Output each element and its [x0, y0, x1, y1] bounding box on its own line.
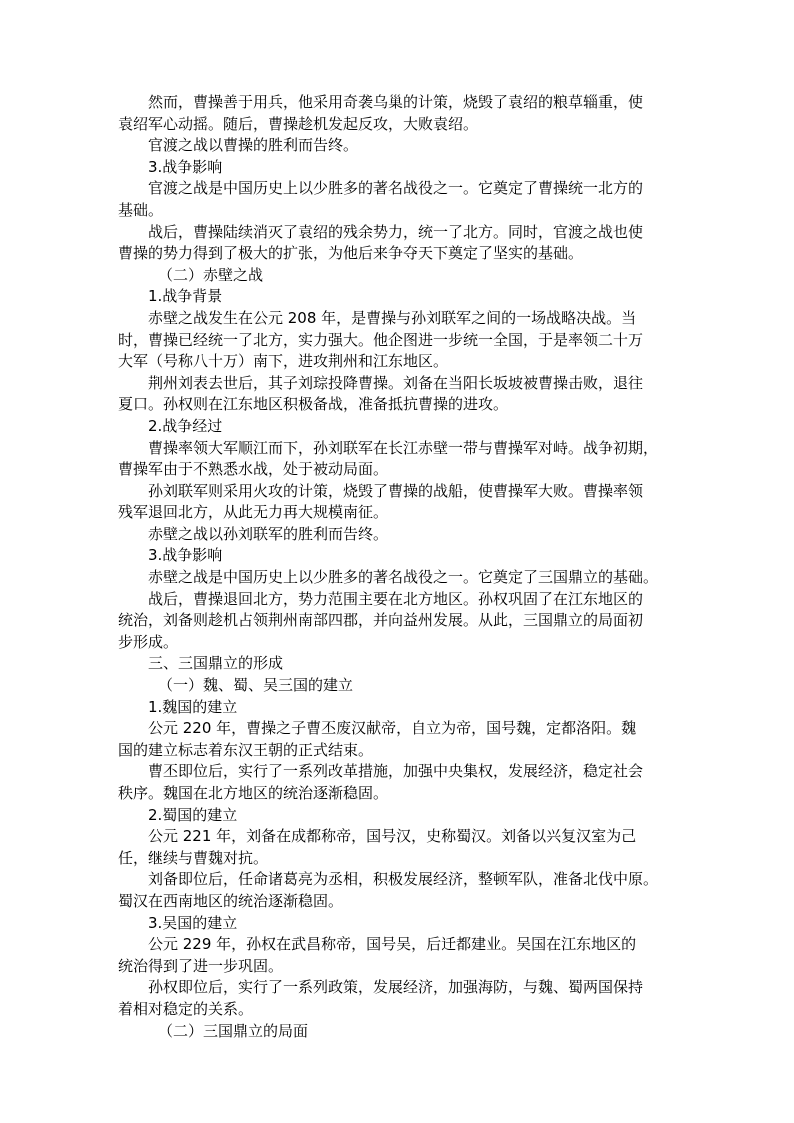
- body-paragraph: [118, 178, 678, 221]
- numbered-heading: 1.魏国的建立: [148, 697, 238, 716]
- paragraph-line: 刘备即位后，任命诸葛亮为丞相，积极发展经济，整顿军队，准备北伐中原。: [148, 870, 659, 889]
- body-paragraph: [118, 135, 678, 157]
- body-paragraph: [118, 481, 678, 524]
- paragraph-line: 官渡之战是中国历史上以少胜多的著名战役之一。它奠定了曹操统一北方的: [148, 179, 644, 198]
- section-subheading: （一）魏、蜀、吴三国的建立: [158, 676, 354, 695]
- paragraph-line: 步形成。: [118, 632, 179, 651]
- paragraph-line: 残军退回北方，从此无力再大规模南征。: [118, 503, 389, 522]
- paragraph-line: 孙刘联军则采用火攻的计策，烧毁了曹操的战船，使曹操军大败。曹操率领: [148, 481, 644, 500]
- body-paragraph: [118, 373, 678, 416]
- paragraph-line: 大军（号称八十万）南下，进攻荆州和江东地区。: [118, 352, 449, 371]
- paragraph-line: 公元 229 年，孙权在武昌称帝，国号吴，后迁都建业。吴国在江东地区的: [148, 935, 637, 954]
- paragraph-line: 赤壁之战发生在公元 208 年，是曹操与孙刘联军之间的一场战略决战。当: [148, 308, 637, 327]
- paragraph-line: 蜀汉在西南地区的统治逐渐稳固。: [118, 891, 344, 910]
- paragraph-line: 荆州刘表去世后，其子刘琮投降曹操。刘备在当阳长坂坡被曹操击败，退往: [148, 373, 644, 392]
- paragraph-line: 曹操军由于不熟悉水战，处于被动局面。: [118, 460, 389, 479]
- paragraph-line: 国的建立标志着东汉王朝的正式结束。: [118, 740, 374, 759]
- numbered-heading: 3.战争影响: [148, 546, 223, 565]
- paragraph-line: 战后，曹操退回北方，势力范围主要在北方地区。孙权巩固了在江东地区的: [148, 589, 644, 608]
- paragraph-line: 官渡之战以曹操的胜利而告终。: [148, 136, 359, 155]
- numbered-heading: 1.战争背景: [148, 287, 223, 306]
- paragraph-line: 统治，刘备则趁机占领荆州南部四郡，并向益州发展。从此，三国鼎立的局面初: [118, 611, 644, 630]
- body-paragraph: [118, 653, 678, 675]
- body-paragraph: [118, 589, 678, 654]
- numbered-heading: 3.战争影响: [148, 157, 223, 176]
- paragraph-line: 公元 221 年，刘备在成都称帝，国号汉，史称蜀汉。刘备以兴复汉室为己: [148, 827, 637, 846]
- numbered-heading: 2.战争经过: [148, 416, 223, 435]
- paragraph-line: 时，曹操已经统一了北方，实力强大。他企图进一步统一全国，于是率领二十万: [118, 330, 644, 349]
- paragraph-line: 曹丕即位后，实行了一系列改革措施，加强中央集权，发展经济，稳定社会: [148, 762, 644, 781]
- paragraph-line: 赤壁之战是中国历史上以少胜多的著名战役之一。它奠定了三国鼎立的基础。: [148, 568, 659, 587]
- paragraph-line: 战后，曹操陆续消灭了袁绍的残余势力，统一了北方。同时，官渡之战也使: [148, 222, 644, 241]
- body-paragraph: [118, 826, 678, 869]
- paragraph-line: 秩序。魏国在北方地区的统治逐渐稳固。: [118, 784, 389, 802]
- paragraph-line: 夏口。孙权则在江东地区积极备战，准备抵抗曹操的进攻。: [118, 395, 509, 414]
- body-paragraph: [118, 308, 678, 373]
- body-paragraph: [118, 977, 678, 1020]
- paragraph-line: 然而，曹操善于用兵，他采用奇袭乌巢的计策，烧毁了袁绍的粮草辎重，使: [148, 93, 644, 111]
- body-paragraph: [118, 718, 678, 761]
- body-paragraph: [118, 934, 678, 977]
- paragraph-line: 着相对稳定的关系。: [118, 999, 254, 1018]
- paragraph-line: 公元 220 年，曹操之子曹丕废汉献帝，自立为帝，国号魏，定都洛阳。魏: [148, 719, 637, 738]
- section-subheading: （二）赤壁之战: [158, 265, 264, 284]
- document-body: [118, 92, 678, 1042]
- numbered-heading: 2.蜀国的建立: [148, 805, 238, 824]
- body-paragraph: [118, 438, 678, 481]
- paragraph-line: 孙权即位后，实行了一系列政策，发展经济，加强海防，与魏、蜀两国保持: [148, 978, 644, 997]
- numbered-heading: 3.吴国的建立: [148, 913, 238, 932]
- body-paragraph: [118, 524, 678, 546]
- paragraph-line: 袁绍军心动摇。随后，曹操趁机发起反攻，大败袁绍。: [118, 114, 479, 133]
- body-paragraph: [118, 869, 678, 912]
- paragraph-line: 任，继续与曹魏对抗。: [118, 848, 269, 867]
- body-paragraph: [118, 222, 678, 265]
- body-paragraph: [118, 92, 678, 135]
- body-paragraph: [118, 567, 678, 589]
- paragraph-line: 基础。: [118, 200, 164, 219]
- section-subheading: （二）三国鼎立的局面: [158, 1021, 309, 1040]
- body-paragraph: [118, 761, 678, 804]
- paragraph-line: 统治得到了进一步巩固。: [118, 956, 284, 975]
- paragraph-line: 三、三国鼎立的形成: [148, 654, 284, 673]
- paragraph-line: 曹操率领大军顺江而下，孙刘联军在长江赤壁一带与曹操军对峙。战争初期，: [148, 438, 659, 457]
- paragraph-line: 赤壁之战以孙刘联军的胜利而告终。: [148, 524, 389, 543]
- paragraph-line: 曹操的势力得到了极大的扩张，为他后来争夺天下奠定了坚实的基础。: [118, 244, 584, 263]
